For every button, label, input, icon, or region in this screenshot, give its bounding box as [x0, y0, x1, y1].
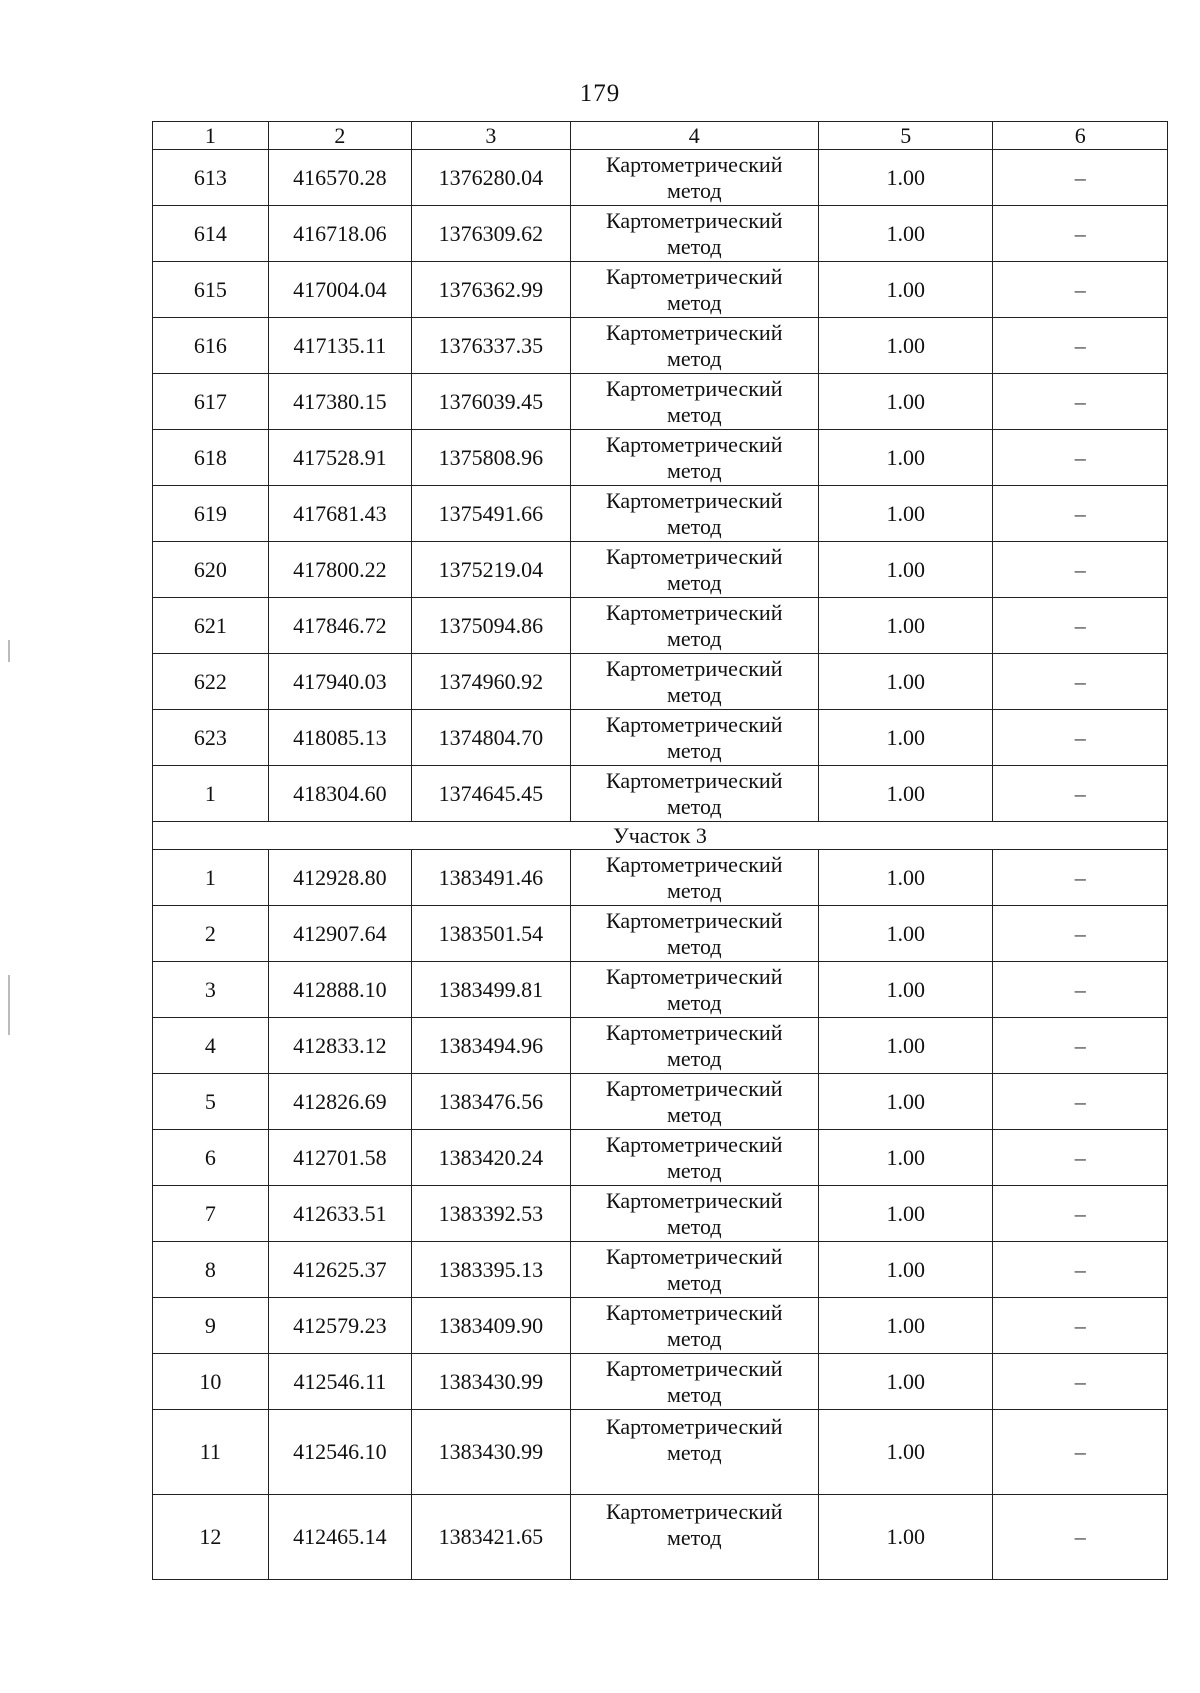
note-cell: –: [993, 710, 1168, 766]
accuracy-cell: 1.00: [818, 542, 993, 598]
note-cell: –: [993, 1018, 1168, 1074]
method-line-2: метод: [666, 1269, 722, 1295]
accuracy-cell: 1.00: [818, 1242, 993, 1298]
table-row: [153, 654, 1168, 710]
y-coordinate-cell: 1383476.56: [412, 1074, 570, 1130]
method-cell: [570, 598, 818, 654]
note-cell: –: [993, 1354, 1168, 1410]
method-line-2: метод: [666, 1101, 722, 1127]
point-number-cell: 9: [153, 1298, 269, 1354]
point-number-cell: 617: [153, 374, 269, 430]
x-coordinate-cell: 417004.04: [268, 262, 411, 318]
y-coordinate-cell: 1375094.86: [412, 598, 570, 654]
x-coordinate-cell: 412833.12: [268, 1018, 411, 1074]
x-coordinate-cell: 417681.43: [268, 486, 411, 542]
method-line-2: метод: [666, 989, 722, 1015]
x-coordinate-cell: 412625.37: [268, 1242, 411, 1298]
method-line-1: Картометрический: [606, 1187, 783, 1213]
point-number-cell: 619: [153, 486, 269, 542]
accuracy-cell: 1.00: [818, 486, 993, 542]
x-coordinate-cell: 412907.64: [268, 906, 411, 962]
method-line-2: метод: [666, 681, 722, 707]
scan-margin-mark: [8, 975, 10, 1035]
point-number-cell: 613: [153, 150, 269, 206]
x-coordinate-cell: 417528.91: [268, 430, 411, 486]
y-coordinate-cell: 1383395.13: [412, 1242, 570, 1298]
accuracy-cell: 1.00: [818, 430, 993, 486]
method-line-1: Картометрический: [606, 1499, 783, 1524]
scan-margin-mark: [8, 640, 10, 662]
accuracy-cell: 1.00: [818, 1410, 993, 1495]
accuracy-cell: 1.00: [818, 1354, 993, 1410]
point-number-cell: 12: [153, 1495, 269, 1580]
point-number-cell: 5: [153, 1074, 269, 1130]
method-line-1: Картометрический: [606, 375, 783, 401]
accuracy-cell: 1.00: [818, 710, 993, 766]
accuracy-cell: 1.00: [818, 206, 993, 262]
method-line-2: метод: [666, 1525, 722, 1550]
table-row: [153, 710, 1168, 766]
accuracy-cell: 1.00: [818, 1130, 993, 1186]
page-number: 179: [579, 80, 621, 107]
section-header-row: [153, 822, 1168, 850]
point-number-cell: 621: [153, 598, 269, 654]
y-coordinate-cell: 1376280.04: [412, 150, 570, 206]
x-coordinate-cell: 412546.11: [268, 1354, 411, 1410]
table-row: [153, 1130, 1168, 1186]
method-line-1: Картометрический: [606, 319, 783, 345]
method-cell: [570, 710, 818, 766]
method-line-2: метод: [666, 793, 722, 819]
method-line-1: Картометрический: [606, 1299, 783, 1325]
table-row: [153, 906, 1168, 962]
table-row: [153, 262, 1168, 318]
method-line-1: Картометрический: [606, 1243, 783, 1269]
note-cell: –: [993, 1410, 1168, 1495]
point-number-cell: 3: [153, 962, 269, 1018]
table-row: [153, 1298, 1168, 1354]
method-line-2: метод: [666, 513, 722, 539]
note-cell: –: [993, 1074, 1168, 1130]
note-cell: –: [993, 1495, 1168, 1580]
note-cell: –: [993, 598, 1168, 654]
note-cell: –: [993, 962, 1168, 1018]
method-line-2: метод: [666, 401, 722, 427]
method-line-1: Картометрический: [606, 1355, 783, 1381]
note-cell: –: [993, 262, 1168, 318]
table-row: [153, 374, 1168, 430]
method-line-2: метод: [666, 877, 722, 903]
method-cell: [570, 850, 818, 906]
y-coordinate-cell: 1376337.35: [412, 318, 570, 374]
method-line-2: метод: [666, 177, 722, 203]
method-line-2: метод: [666, 569, 722, 595]
y-coordinate-cell: 1383499.81: [412, 962, 570, 1018]
column-header: 2: [268, 122, 411, 150]
table-row: [153, 486, 1168, 542]
method-cell: [570, 962, 818, 1018]
column-header: 4: [570, 122, 818, 150]
accuracy-cell: 1.00: [818, 374, 993, 430]
table-row: [153, 1495, 1168, 1580]
method-line-2: метод: [666, 345, 722, 371]
method-line-2: метод: [666, 625, 722, 651]
accuracy-cell: 1.00: [818, 766, 993, 822]
point-number-cell: 7: [153, 1186, 269, 1242]
method-line-1: Картометрический: [606, 151, 783, 177]
y-coordinate-cell: 1383420.24: [412, 1130, 570, 1186]
y-coordinate-cell: 1383409.90: [412, 1298, 570, 1354]
table-row: [153, 1354, 1168, 1410]
method-line-1: Картометрический: [606, 263, 783, 289]
method-line-1: Картометрический: [606, 1131, 783, 1157]
y-coordinate-cell: 1383392.53: [412, 1186, 570, 1242]
y-coordinate-cell: 1374960.92: [412, 654, 570, 710]
accuracy-cell: 1.00: [818, 1495, 993, 1580]
x-coordinate-cell: 418085.13: [268, 710, 411, 766]
method-cell: [570, 430, 818, 486]
method-line-1: Картометрический: [606, 655, 783, 681]
y-coordinate-cell: 1383430.99: [412, 1354, 570, 1410]
note-cell: –: [993, 654, 1168, 710]
method-line-1: Картометрический: [606, 767, 783, 793]
accuracy-cell: 1.00: [818, 318, 993, 374]
y-coordinate-cell: 1376039.45: [412, 374, 570, 430]
method-line-2: метод: [666, 233, 722, 259]
method-line-2: метод: [666, 933, 722, 959]
method-cell: [570, 1495, 818, 1580]
note-cell: –: [993, 206, 1168, 262]
accuracy-cell: 1.00: [818, 1186, 993, 1242]
accuracy-cell: 1.00: [818, 906, 993, 962]
point-number-cell: 623: [153, 710, 269, 766]
method-line-1: Картометрический: [606, 207, 783, 233]
x-coordinate-cell: 412826.69: [268, 1074, 411, 1130]
x-coordinate-cell: 412546.10: [268, 1410, 411, 1495]
table-row: [153, 598, 1168, 654]
method-line-1: Картометрический: [606, 431, 783, 457]
method-line-2: метод: [666, 1440, 722, 1465]
point-number-cell: 618: [153, 430, 269, 486]
point-number-cell: 2: [153, 906, 269, 962]
y-coordinate-cell: 1383494.96: [412, 1018, 570, 1074]
note-cell: –: [993, 1298, 1168, 1354]
note-cell: –: [993, 430, 1168, 486]
x-coordinate-cell: 417800.22: [268, 542, 411, 598]
note-cell: –: [993, 318, 1168, 374]
table-row: [153, 962, 1168, 1018]
point-number-cell: 8: [153, 1242, 269, 1298]
point-number-cell: 614: [153, 206, 269, 262]
note-cell: –: [993, 1186, 1168, 1242]
method-line-2: метод: [666, 737, 722, 763]
x-coordinate-cell: 418304.60: [268, 766, 411, 822]
column-header: 6: [993, 122, 1168, 150]
coordinates-table: [152, 121, 1168, 1580]
method-line-1: Картометрический: [606, 1019, 783, 1045]
method-line-1: Картометрический: [606, 907, 783, 933]
table-row: [153, 850, 1168, 906]
method-cell: [570, 262, 818, 318]
method-line-1: Картометрический: [606, 1075, 783, 1101]
method-line-1: Картометрический: [606, 1414, 783, 1439]
y-coordinate-cell: 1383491.46: [412, 850, 570, 906]
method-line-1: Картометрический: [606, 711, 783, 737]
method-cell: [570, 1354, 818, 1410]
method-cell: [570, 1410, 818, 1495]
method-line-2: метод: [666, 457, 722, 483]
x-coordinate-cell: 412928.80: [268, 850, 411, 906]
point-number-cell: 616: [153, 318, 269, 374]
method-line-1: Картометрический: [606, 487, 783, 513]
method-cell: [570, 1298, 818, 1354]
table-row: [153, 1242, 1168, 1298]
y-coordinate-cell: 1375219.04: [412, 542, 570, 598]
method-cell: [570, 766, 818, 822]
point-number-cell: 620: [153, 542, 269, 598]
note-cell: –: [993, 374, 1168, 430]
method-cell: [570, 1242, 818, 1298]
x-coordinate-cell: 412888.10: [268, 962, 411, 1018]
y-coordinate-cell: 1376362.99: [412, 262, 570, 318]
column-header: 3: [412, 122, 570, 150]
accuracy-cell: 1.00: [818, 262, 993, 318]
table-row: [153, 1186, 1168, 1242]
point-number-cell: 1: [153, 766, 269, 822]
method-line-2: метод: [666, 289, 722, 315]
y-coordinate-cell: 1374645.45: [412, 766, 570, 822]
table-row: [153, 1074, 1168, 1130]
note-cell: –: [993, 766, 1168, 822]
y-coordinate-cell: 1383430.99: [412, 1410, 570, 1495]
note-cell: –: [993, 1130, 1168, 1186]
section-title: Участок 3: [153, 822, 1168, 850]
method-cell: [570, 1130, 818, 1186]
point-number-cell: 4: [153, 1018, 269, 1074]
x-coordinate-cell: 417846.72: [268, 598, 411, 654]
accuracy-cell: 1.00: [818, 1074, 993, 1130]
method-cell: [570, 150, 818, 206]
note-cell: –: [993, 850, 1168, 906]
point-number-cell: 622: [153, 654, 269, 710]
method-cell: [570, 1074, 818, 1130]
x-coordinate-cell: 412633.51: [268, 1186, 411, 1242]
x-coordinate-cell: 416718.06: [268, 206, 411, 262]
method-cell: [570, 318, 818, 374]
point-number-cell: 10: [153, 1354, 269, 1410]
accuracy-cell: 1.00: [818, 850, 993, 906]
method-cell: [570, 486, 818, 542]
point-number-cell: 1: [153, 850, 269, 906]
method-cell: [570, 906, 818, 962]
method-cell: [570, 654, 818, 710]
method-line-2: метод: [666, 1325, 722, 1351]
table-row: [153, 1018, 1168, 1074]
method-cell: [570, 1018, 818, 1074]
method-line-1: Картометрический: [606, 543, 783, 569]
method-line-2: метод: [666, 1045, 722, 1071]
note-cell: –: [993, 486, 1168, 542]
y-coordinate-cell: 1376309.62: [412, 206, 570, 262]
y-coordinate-cell: 1375491.66: [412, 486, 570, 542]
method-line-2: метод: [666, 1213, 722, 1239]
note-cell: –: [993, 150, 1168, 206]
table-row: [153, 430, 1168, 486]
column-header: 1: [153, 122, 269, 150]
x-coordinate-cell: 417135.11: [268, 318, 411, 374]
note-cell: –: [993, 1242, 1168, 1298]
x-coordinate-cell: 416570.28: [268, 150, 411, 206]
method-cell: [570, 206, 818, 262]
note-cell: –: [993, 906, 1168, 962]
y-coordinate-cell: 1374804.70: [412, 710, 570, 766]
accuracy-cell: 1.00: [818, 598, 993, 654]
method-cell: [570, 1186, 818, 1242]
method-line-1: Картометрический: [606, 963, 783, 989]
point-number-cell: 6: [153, 1130, 269, 1186]
y-coordinate-cell: 1375808.96: [412, 430, 570, 486]
accuracy-cell: 1.00: [818, 1298, 993, 1354]
x-coordinate-cell: 412701.58: [268, 1130, 411, 1186]
y-coordinate-cell: 1383421.65: [412, 1495, 570, 1580]
table-row: [153, 766, 1168, 822]
point-number-cell: 615: [153, 262, 269, 318]
x-coordinate-cell: 417380.15: [268, 374, 411, 430]
table-header-row: [153, 122, 1168, 150]
table-row: [153, 318, 1168, 374]
method-line-1: Картометрический: [606, 599, 783, 625]
column-header: 5: [818, 122, 993, 150]
table-row: [153, 1410, 1168, 1495]
method-line-2: метод: [666, 1381, 722, 1407]
y-coordinate-cell: 1383501.54: [412, 906, 570, 962]
table-row: [153, 206, 1168, 262]
x-coordinate-cell: 412465.14: [268, 1495, 411, 1580]
table-row: [153, 542, 1168, 598]
point-number-cell: 11: [153, 1410, 269, 1495]
x-coordinate-cell: 417940.03: [268, 654, 411, 710]
accuracy-cell: 1.00: [818, 654, 993, 710]
table-row: [153, 150, 1168, 206]
accuracy-cell: 1.00: [818, 1018, 993, 1074]
note-cell: –: [993, 542, 1168, 598]
x-coordinate-cell: 412579.23: [268, 1298, 411, 1354]
method-line-1: Картометрический: [606, 851, 783, 877]
method-cell: [570, 542, 818, 598]
method-cell: [570, 374, 818, 430]
method-line-2: метод: [666, 1157, 722, 1183]
accuracy-cell: 1.00: [818, 962, 993, 1018]
accuracy-cell: 1.00: [818, 150, 993, 206]
